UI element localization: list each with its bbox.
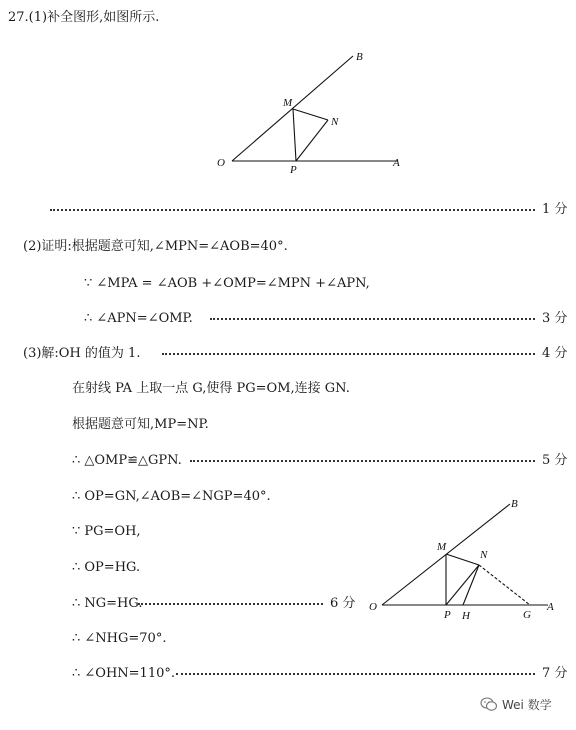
- watermark: [480, 696, 552, 713]
- label-n: N: [480, 549, 488, 561]
- score-6: 6 分: [330, 596, 356, 611]
- score-leader-6: [138, 603, 323, 605]
- score-7: 7 分: [542, 666, 568, 681]
- p3-intro: (3)解:OH 的值为 1.: [23, 346, 141, 361]
- segment-mn: [293, 109, 328, 120]
- p2-intro: (2)证明:根据题意可知,∠MPN=∠AOB=40°.: [23, 239, 288, 254]
- problem-header: 27.(1)补全图形,如图所示.: [8, 10, 160, 25]
- segment-np: [296, 120, 328, 161]
- label-o: O: [369, 601, 377, 613]
- p3-pg: ∵ PG=OH,: [72, 524, 141, 539]
- segment-ng-dashed: [479, 565, 530, 605]
- segment-np: [446, 565, 479, 605]
- label-g: G: [523, 609, 531, 621]
- score-leader-3: [210, 318, 535, 320]
- score-1: 1 分: [542, 202, 568, 217]
- p2-because: ∵ ∠MPA = ∠AOB +∠OMP=∠MPN +∠APN,: [84, 276, 370, 291]
- label-p: P: [444, 609, 451, 621]
- p3-op: ∴ OP=HG.: [72, 560, 141, 575]
- p3-congruent: ∴ △OMP≌△GPN.: [72, 453, 182, 468]
- label-p: P: [290, 164, 297, 176]
- figure-1: [210, 48, 410, 178]
- wechat-icon: [480, 697, 498, 712]
- label-a: A: [547, 601, 554, 613]
- p3-ng: ∴ NG=HG.: [72, 596, 143, 611]
- score-leader-7: [176, 673, 535, 675]
- label-n: N: [331, 116, 339, 128]
- label-b: B: [511, 498, 518, 510]
- p3-equal: ∴ OP=GN,∠AOB=∠NGP=40°.: [72, 489, 271, 504]
- p3-ohn: ∴ ∠OHN=110°.: [72, 666, 176, 681]
- label-o: O: [217, 157, 225, 169]
- label-h: H: [462, 610, 470, 622]
- segment-nh: [463, 565, 479, 605]
- p2-therefore: ∴ ∠APN=∠OMP.: [84, 311, 193, 326]
- p3-nhg: ∴ ∠NHG=70°.: [72, 631, 167, 646]
- label-a: A: [393, 157, 400, 169]
- figure-2: [360, 492, 565, 627]
- score-leader-4: [162, 353, 535, 355]
- label-b: B: [356, 51, 363, 63]
- label-m: M: [283, 97, 293, 109]
- score-leader-5: [190, 460, 535, 462]
- p3-known: 根据题意可知,MP=NP.: [72, 417, 209, 432]
- watermark-text: Wei 数学: [502, 698, 552, 712]
- segment-mp: [293, 109, 296, 161]
- score-leader-1: [50, 209, 535, 211]
- score-5: 5 分: [542, 453, 568, 468]
- score-3: 3 分: [542, 311, 568, 326]
- p3-take: 在射线 PA 上取一点 G,使得 PG=OM,连接 GN.: [72, 381, 350, 396]
- label-m: M: [437, 541, 447, 553]
- score-4: 4 分: [542, 346, 568, 361]
- segment-mn: [446, 554, 479, 565]
- ray-ob: [232, 56, 353, 161]
